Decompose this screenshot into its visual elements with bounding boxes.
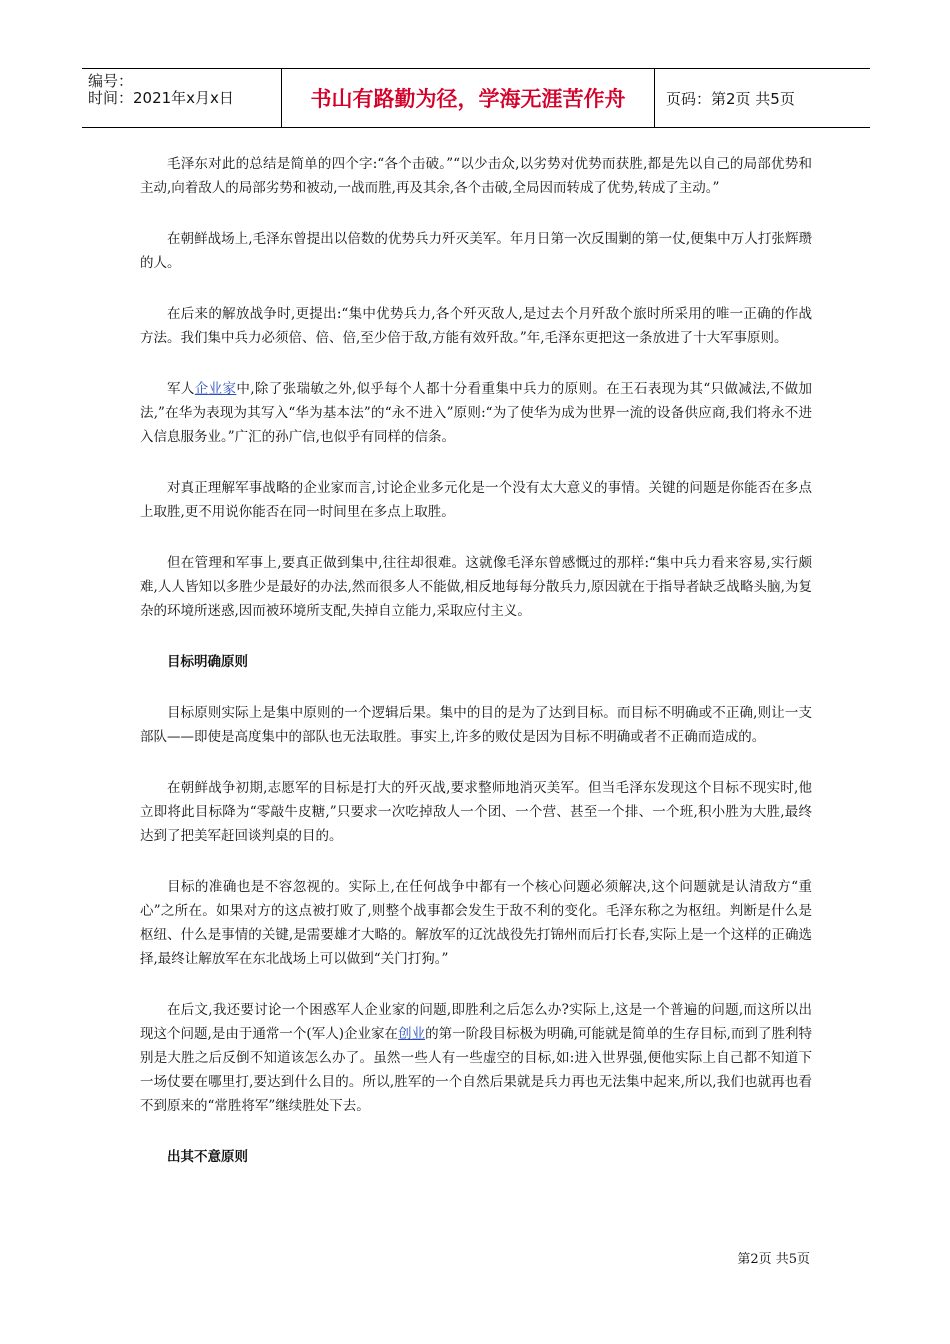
paragraph-text: 中,除了张瑞敏之外,似乎每个人都十分看重集中兵力的原则。在王石表现为其“只做减法,不做加法,”在华为表现为其写入“华为基本法”的“永不进入”原则:“为了使华为成为世界一流的设备供应商,我们将永不进入信息服务业。”广汇的孙广信,也似乎有同样的信条。 xyxy=(140,381,813,445)
paragraph: 在后来的解放战争时,更提出:“集中优势兵力,各个歼灭敌人,是过去个月歼敌个旅时所采用的唯一正确的作战方法。我们集中兵力必须倍、倍、倍,至少倍于敌,方能有效歼敌。”年,毛泽东更把这一条放进了十大军事原则。 xyxy=(140,306,812,346)
paragraph: 在朝鲜战争初期,志愿军的目标是打大的歼灭战,要求整师地消灭美军。但当毛泽东发现这个目标不现实时,他立即将此目标降为“零敲牛皮糖,”只要求一次吃掉敌人一个团、一个营、甚至一个排、一个班,积小胜为大胜,最终达到了把美军赶回谈判桌的目的。 xyxy=(140,780,812,844)
paragraph-text: 的第一阶段目标极为明确,可能就是简单的生存目标,而到了胜利特别是大胜之后反倒不知道该怎么办了。虽然一些人有一些虚空的目标,如:进入世界强,便他实际上自己都不知道下一场仗要在哪里打,要达到什么目的。所以,胜军的一个自然后果就是兵力再也无法集中起来,所以,我们也就再也看不到原来的“常胜将军”继续胜处下去。 xyxy=(140,1026,812,1114)
paragraph-text: 军人 xyxy=(167,381,195,397)
paragraph xyxy=(140,377,812,449)
paragraph xyxy=(140,998,812,1118)
paragraph: 在朝鲜战场上,毛泽东曾提出以倍数的优势兵力歼灭美军。年月日第一次反围剿的第一仗,便集中万人打张辉瓒的人。 xyxy=(140,231,812,271)
paragraph: 毛泽东对此的总结是简单的四个字:“各个击破。”“以少击众,以劣势对优势而获胜,都是先以自己的局部优势和主动,向着敌人的局部劣势和被动,一战而胜,再及其余,各个击破,全局因而转成了优势,转成了主动。” xyxy=(140,156,812,196)
page-header xyxy=(82,68,870,128)
document-body xyxy=(140,152,812,1196)
paragraph: 目标的准确也是不容忽视的。实际上,在任何战争中都有一个核心问题必须解决,这个问题就是认清敌方“重心”之所在。如果对方的这点被打败了,则整个战事都会发生于敌不利的变化。毛泽东称之为枢纽。判断是什么是枢纽、什么是事情的关键,是需要雄才大略的。解放军的辽沈战役先打锦州而后打长春,实际上是一个这样的正确选择,最终让解放军在东北战场上可以做到“关门打狗。” xyxy=(140,879,812,967)
paragraph: 目标原则实际上是集中原则的一个逻辑后果。集中的目的是为了达到目标。而目标不明确或不正确,则让一支部队——即使是高度集中的部队也无法取胜。事实上,许多的败仗是因为目标不明确或者不正确而造成的。 xyxy=(140,705,812,745)
link-startup[interactable]: 创业 xyxy=(398,1026,426,1042)
section-heading: 目标明确原则 xyxy=(167,654,248,670)
section-heading: 出其不意原则 xyxy=(167,1149,248,1165)
header-meta xyxy=(82,69,282,127)
page-footer: 第2页 共5页 xyxy=(737,1252,810,1267)
code-label: 编号： xyxy=(88,72,134,90)
date-label: 时间：2021年x月x日 xyxy=(88,89,234,107)
header-page-number: 页码：第2页 共5页 xyxy=(666,89,795,108)
paragraph: 但在管理和军事上,要真正做到集中,往往却很难。这就像毛泽东曾感慨过的那样:“集中兵力看来容易,实行颇难,人人皆知以多胜少是最好的办法,然而很多人不能做,相反地每每分散兵力,原因就在于指导者缺乏战略头脑,为复杂的环境所迷惑,因而被环境所支配,失掉自立能力,采取应付主义。 xyxy=(140,555,812,619)
header-motto: 书山有路勤为径，学海无涯苦作舟 xyxy=(282,69,655,127)
paragraph: 对真正理解军事战略的企业家而言,讨论企业多元化是一个没有太大意义的事情。关键的问题是你能否在多点上取胜,更不用说你能否在同一时间里在多点上取胜。 xyxy=(140,480,812,520)
link-entrepreneur[interactable]: 企业家 xyxy=(194,381,237,397)
paragraph-text: 在后文,我还要讨论一个困惑军人企业家的问题,即胜利之后怎么办?实际上,这是一个普遍的问题,而这所以出现这个问题,是由于通常一个(军人)企业家在 xyxy=(140,1002,812,1042)
